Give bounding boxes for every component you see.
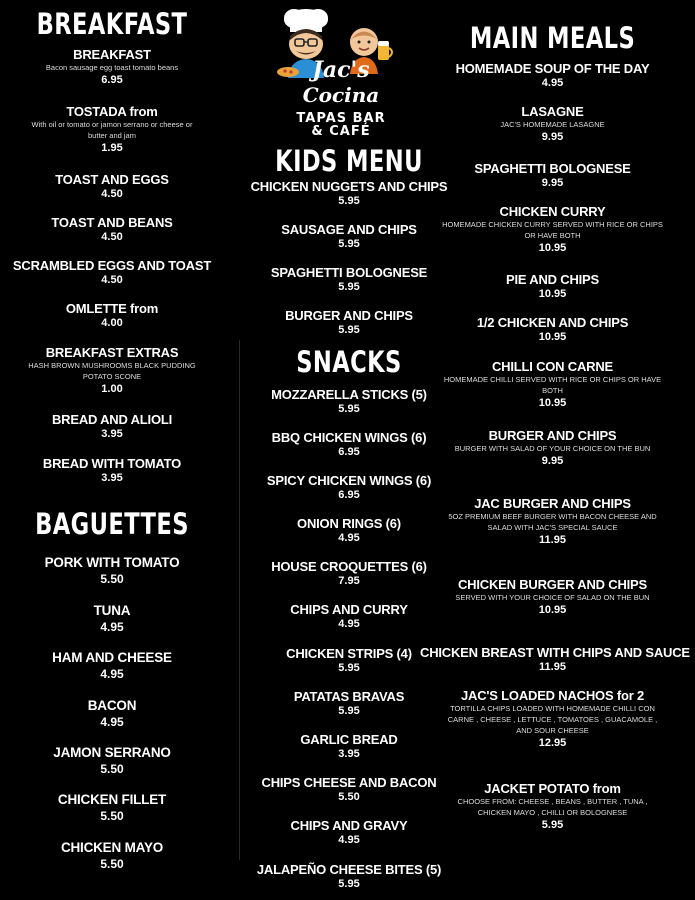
item-name: BACON <box>87 698 137 713</box>
item-price: 10.95 <box>538 397 567 409</box>
item-description: CHOOSE FROM: CHEESE , BEANS , BUTTER , TUNA , CHICKEN MAYO , CHILLI OR BOLOGNESE <box>457 797 648 817</box>
item-price: 4.50 <box>101 231 123 243</box>
breakfast-menu-item <box>0 345 224 397</box>
item-price: 3.95 <box>338 748 360 760</box>
item-name: BREAD WITH TOMATO <box>42 456 182 471</box>
item-name: SAUSAGE AND CHIPS <box>281 222 417 237</box>
item-name: JALAPEÑO CHEESE BITES (5) <box>256 862 442 877</box>
baguettes-menu-item <box>0 745 224 777</box>
item-name: CHICKEN BREAST WITH CHIPS AND SAUCE <box>420 645 690 660</box>
item-name: CHIPS AND GRAVY <box>290 818 408 833</box>
logo-line-2: Cocina <box>302 83 380 107</box>
item-price: 11.95 <box>539 661 566 673</box>
item-price: 10.95 <box>538 288 567 300</box>
item-price: 5.50 <box>100 857 124 871</box>
item-name: ONION RINGS (6) <box>297 516 401 531</box>
item-description: SERVED WITH YOUR CHOICE OF SALAD ON THE BUN <box>455 593 650 602</box>
item-price: 6.95 <box>338 489 360 501</box>
mains-menu-item <box>420 645 690 675</box>
item-price: 5.50 <box>100 809 124 823</box>
item-name: CHIPS CHEESE AND BACON <box>261 775 437 790</box>
item-price: 4.95 <box>338 834 360 846</box>
item-name: JACKET POTATO from <box>484 781 621 796</box>
item-price: 5.50 <box>338 791 360 803</box>
item-price: 4.95 <box>100 715 124 729</box>
item-price: 4.95 <box>541 77 564 89</box>
item-description: HOMEMADE CHILLI SERVED WITH RICE OR CHIPS OR HAVE BOTH <box>443 375 662 395</box>
mains-menu-item <box>420 688 685 751</box>
item-name: BBQ CHICKEN WINGS (6) <box>271 430 427 445</box>
mains-menu-item <box>420 781 685 833</box>
baguettes-menu-item <box>0 555 224 587</box>
logo-line-4: & CAFÉ <box>311 124 371 139</box>
breakfast-menu-item <box>0 301 224 331</box>
item-name: CHICKEN FILLET <box>57 792 167 807</box>
breakfast-heading: BREAKFAST <box>36 7 188 41</box>
mains-menu-item <box>420 161 685 191</box>
item-name: CHICKEN BURGER AND CHIPS <box>457 577 647 592</box>
item-name: PATATAS BRAVAS <box>293 689 405 704</box>
item-name: SPAGHETTI BOLOGNESE <box>270 265 428 280</box>
kids-menu-heading: KIDS MENU <box>275 144 423 178</box>
item-price: 5.95 <box>338 878 360 890</box>
breakfast-menu-item <box>0 47 224 88</box>
item-name: SPICY CHICKEN WINGS (6) <box>266 473 432 488</box>
baguettes-menu-item <box>0 698 224 730</box>
breakfast-menu-item <box>0 215 224 245</box>
item-price: 1.00 <box>101 383 123 395</box>
breakfast-menu-item <box>0 258 224 288</box>
baguettes-menu-item <box>0 603 224 635</box>
item-price: 5.95 <box>338 324 360 336</box>
item-description: HOMEMADE CHICKEN CURRY SERVED WITH RICE OR CHIPS OR HAVE BOTH <box>442 220 663 240</box>
item-name: CHICKEN STRIPS (4) <box>286 646 412 661</box>
item-price: 5.95 <box>338 662 360 674</box>
item-price: 4.95 <box>338 532 360 544</box>
baguettes-menu-item <box>0 650 224 682</box>
item-price: 6.95 <box>338 446 360 458</box>
breakfast-menu-item <box>0 104 224 156</box>
item-price: 4.00 <box>101 317 123 329</box>
item-name: 1/2 CHICKEN AND CHIPS <box>476 315 629 330</box>
main-meals-heading: MAIN MEALS <box>469 21 636 55</box>
item-name: CHIPS AND CURRY <box>290 602 408 617</box>
item-name: BURGER AND CHIPS <box>285 308 413 323</box>
item-name: SCRAMBLED EGGS AND TOAST <box>12 258 212 273</box>
item-name: GARLIC BREAD <box>300 732 398 747</box>
item-price: 5.95 <box>338 281 360 293</box>
item-name: JAMON SERRANO <box>53 745 171 760</box>
column-divider <box>239 340 240 860</box>
item-name: TOAST AND BEANS <box>51 215 173 230</box>
item-price: 4.95 <box>338 618 360 630</box>
breakfast-menu-item <box>0 172 224 202</box>
item-price: 5.95 <box>338 238 360 250</box>
item-price: 1.95 <box>101 142 123 154</box>
logo <box>266 6 416 138</box>
item-price: 5.95 <box>338 195 360 207</box>
item-description: JAC'S HOMEMADE LASAGNE <box>500 120 605 129</box>
item-name: CHICKEN NUGGETS AND CHIPS <box>250 179 448 194</box>
item-name: BREAKFAST EXTRAS <box>45 345 179 360</box>
item-description: 5OZ PREMIUM BEEF BURGER WITH BACON CHEESE AND SALAD WITH JAC'S SPECIAL SAUCE <box>448 512 657 532</box>
item-description: HASH BROWN MUSHROOMS BLACK PUDDING POTATO SCONE <box>28 361 196 381</box>
item-price: 4.50 <box>101 188 123 200</box>
mains-menu-item <box>420 61 685 91</box>
item-price: 10.95 <box>538 331 567 343</box>
item-price: 4.95 <box>100 620 124 634</box>
item-price: 11.95 <box>539 534 566 546</box>
item-name: PORK WITH TOMATO <box>44 555 180 570</box>
mains-menu-item <box>420 204 685 256</box>
item-name: JAC'S LOADED NACHOS for 2 <box>461 688 644 703</box>
snacks-menu-item <box>244 862 454 892</box>
item-name: TOAST AND EGGS <box>55 172 169 187</box>
item-price: 9.95 <box>541 177 564 189</box>
item-price: 9.95 <box>541 455 564 467</box>
mains-menu-item <box>420 315 685 345</box>
mains-menu-item <box>420 577 685 618</box>
baguettes-heading: BAGUETTES <box>35 507 189 541</box>
logo-line-1: Jac's <box>312 57 370 83</box>
item-name: HOMEMADE SOUP OF THE DAY <box>455 61 650 76</box>
item-description: With oil or tomato or jamon serrano or cheese or butter and jam <box>31 120 193 140</box>
item-name: MOZZARELLA STICKS (5) <box>271 387 427 402</box>
item-price: 9.95 <box>541 131 564 143</box>
item-price: 6.95 <box>101 74 123 86</box>
item-name: TOSTADA from <box>66 104 158 119</box>
item-price: 5.50 <box>100 572 124 586</box>
item-price: 10.95 <box>538 604 567 616</box>
item-description: BURGER WITH SALAD OF YOUR CHOICE ON THE BUN <box>454 444 651 453</box>
item-price: 4.95 <box>100 667 124 681</box>
breakfast-menu-item <box>0 456 224 486</box>
item-name: SPAGHETTI BOLOGNESE <box>474 161 631 176</box>
mains-menu-item <box>420 428 685 469</box>
item-price: 4.50 <box>101 274 123 286</box>
item-name: LASAGNE <box>521 104 584 119</box>
mains-menu-item <box>420 496 685 548</box>
item-name: PIE AND CHIPS <box>506 272 599 287</box>
item-name: TUNA <box>93 603 131 618</box>
item-name: CHILLI CON CARNE <box>491 359 614 374</box>
item-name: BREAD AND ALIOLI <box>51 412 173 427</box>
item-description: TORTILLA CHIPS LOADED WITH HOMEMADE CHILLI CON CARNE , CHEESE , LETTUCE , TOMATOES , GUACAMOLE , AND SOUR CHEESE <box>447 704 658 735</box>
baguettes-menu-item <box>0 792 224 824</box>
item-price: 10.95 <box>538 242 567 254</box>
item-name: BURGER AND CHIPS <box>488 428 617 443</box>
item-name: OMLETTE from <box>65 301 159 316</box>
logo-line-3: TAPAS BAR <box>296 111 386 126</box>
item-name: JAC BURGER AND CHIPS <box>474 496 631 511</box>
item-description: Bacon sausage egg toast tomato beans <box>45 63 179 72</box>
snacks-heading: SNACKS <box>296 345 402 379</box>
item-price: 3.95 <box>101 428 123 440</box>
item-price: 7.95 <box>338 575 360 587</box>
item-name: HOUSE CROQUETTES (6) <box>271 559 427 574</box>
mains-menu-item <box>420 104 685 145</box>
baguettes-menu-item <box>0 840 224 872</box>
item-name: BREAKFAST <box>73 47 151 62</box>
item-price: 3.95 <box>101 472 123 484</box>
item-price: 12.95 <box>538 737 567 749</box>
item-price: 5.95 <box>338 403 360 415</box>
item-price: 5.50 <box>100 762 124 776</box>
item-name: HAM AND CHEESE <box>52 650 172 665</box>
mains-menu-item <box>420 359 685 411</box>
mains-menu-item <box>420 272 685 302</box>
item-name: CHICKEN CURRY <box>499 204 606 219</box>
item-name: CHICKEN MAYO <box>60 840 164 855</box>
item-price: 5.95 <box>541 819 564 831</box>
breakfast-menu-item <box>0 412 224 442</box>
item-price: 5.95 <box>338 705 360 717</box>
